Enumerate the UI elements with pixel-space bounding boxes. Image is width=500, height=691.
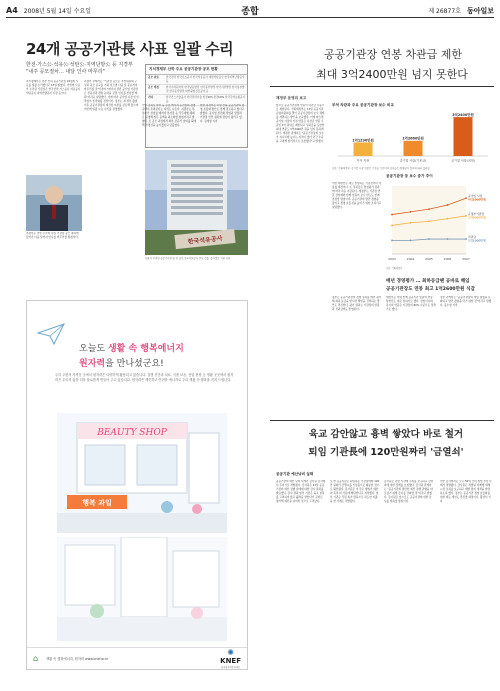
ad-body-text: 우리 주변의 가까운 곳에서 원자력은 다양하게 활용되고 있습니다. 질병 진단과 치료, 식품 보존, 산업 현장 등 생활 곳곳에서 원자력은 우리의 삶을 더욱 풍요롭게 만들어 주고 있습니다. 원자력은 깨끗하고 안전한 에너지로 우리 생활 속 행복을 지켜 드립니다. — [55, 373, 234, 382]
publication-date: 2008년 5월 14일 수요일 — [23, 8, 91, 15]
beauty-shop-illustration — [57, 413, 227, 533]
atom-icon: ✺ — [227, 647, 234, 657]
chart2-series-name: 차관급 — [468, 235, 477, 240]
ad-headline-2 — [79, 356, 164, 369]
article3-column-3: 감사원은 관련 기관에 주의를 요구하고 관련자에 대한 징계를 요청했다. 감사원 관계자는 "공공기관의 방만한 예산 집행 관행을 바로잡기 위해 감사를 강화할 것"이라고 밝혔다. 감사원은 앞으로도 공공기관에 대한 감사를 계속할 방침이다. — [384, 480, 434, 503]
chart2-point — [391, 240, 393, 242]
table-row — [146, 75, 247, 85]
issue-number: 제 26877호 — [428, 8, 461, 15]
article2-byline: 재정부 운영위 보고 — [276, 96, 307, 100]
article2-column-5: 정부 관계자는 "공공기관장의 책임 경영을 강화하고 방만 경영을 막기 위한 것"이라고 말했다. 홍수영 기자 — [440, 296, 492, 307]
table-row-label: 공모 예정 — [148, 86, 159, 90]
chart1-bar — [404, 141, 423, 156]
chart2-value-label: 4억1000만원 — [468, 197, 486, 202]
chart2-point — [447, 218, 449, 220]
chart1-bar — [454, 117, 473, 156]
street-illustration — [57, 537, 227, 641]
chart1-bar — [354, 142, 373, 156]
chart2-title: 공공기관장 등 보수 증가 추이 — [386, 174, 433, 178]
ad-headline-2-post: 을 만나셨군요! — [105, 359, 164, 369]
article3-column-2: 또 한 공공기관은 퇴임하는 기관장에게 120만 원짜리 금열쇠를 기념품으로 제공한 것으로 확인됐다. 감사원은 이 같은 행위가 예산의 목적 외 사용에 해당한다고 지적했다. 일부 기관은 직원 복지 명목으로 과도한 지출을 한 사례도 적발됐다. — [330, 480, 380, 503]
chart2-point — [465, 197, 467, 199]
chart2-point — [410, 222, 412, 224]
table-row-label: 공모 완료 — [148, 76, 159, 79]
article3-headline-2: 퇴임 기관長에 120만원짜리 '금열쇠' — [308, 447, 464, 458]
chart2-point — [428, 238, 430, 240]
table-row-value: 한국수력원자력 한국남동발전 한국중부발전 한국서부발전 한국남부발전 한국동서발전 대한광업진흥공사 등 — [166, 86, 245, 93]
article1-photo-caption: 사표가 수리된 공공기관장 중 한 곳인 한국석유공사 본사 건물. 동아일보 자료 사진 — [145, 257, 231, 260]
article2-divider — [270, 86, 494, 87]
chart1-category-label: 공기업 사장(기본급) — [399, 158, 427, 163]
masthead — [6, 4, 494, 18]
table-row-label: 기타 — [148, 96, 154, 100]
article2-subhead-2: 공공기관장도 연봉 최고 1억2600만원 식감 — [386, 287, 475, 292]
article2-column-3: 정부는 공공기관장의 경영 성과를 매년 평가해 최하 등급을 받으면 해임을 건의하는 방안도 추진한다. 평가 결과는 기관장의 연봉과 성과급에도 반영된다. — [332, 296, 382, 311]
article2-headline-1: 공공기관장 연봉 차관급 제한 — [323, 48, 462, 61]
chart1-value-label: 3억2400만원 — [452, 112, 474, 117]
article1-column-2: 지경부 관계자는 "기관장 공모는 추천위원회 구성과 공모 공고를 거쳐 이르면 다음 달 중순까지 마무리될 것"이라며 "에너지 관련 공기업 기관장은 전문성과 경영 능력을 갖춘 인사를 선임할 계획"이라고 설명했다. 이에 따라 공기업 사장 인선 작업이 본격화될 전망이다. 정부는 새 정부 출범 이후 공공기관장의 재신임 여부를 검토해 왔으며 이번에 일괄 사표 수리를 결정했다. — [84, 80, 139, 111]
ad-headline-1-pre: 오늘도 — [79, 344, 108, 354]
house-icon: ⌂ — [33, 654, 39, 663]
nuclear-energy-advertisement — [26, 300, 248, 670]
ad-headline-1 — [79, 341, 184, 354]
article1-photo-portrait — [26, 175, 82, 231]
chart1-source-note: 자료: 기획재정부. 공기업 사장 연봉은 기본급 기준이며 성과급은 경영평가 결과에 따라 달라짐 — [332, 167, 430, 170]
chart2-x-tick-label: 2007 — [462, 257, 470, 261]
article3-byline: 공공기관 예산낭비 실태 — [276, 472, 314, 476]
article2-subhead-1: 매년 경영평가 … 최하등급땐 공바로 해임 — [386, 279, 470, 284]
chart2-x-tick-label: 2006 — [443, 257, 452, 261]
article1-column-3: 이번 조치로 한전 등 주요 에너지 공기업의 경영 공백이 우려된다는 지적도 나온다. 지경부는 후임자가 선임될 때까지 부사장 등 직무대행 체제로 운영해 업무 공백을 최소화할 방침이라고 밝혔다. 또 공모 과정에서 외부 전문가 참여를 확대해 투명성을 높이겠다고 덧붙였다. — [142, 104, 197, 127]
salary-comparison-bar-chart — [332, 108, 494, 164]
chart2-point — [410, 211, 412, 213]
chart2-x-tick-label: 2003 — [388, 257, 396, 261]
chart1-title: 부처 차관과 주요 공공기관장 보수 비교 — [332, 103, 394, 107]
article2-column-2: 이번 개편안은 새로 선임되는 기관장부터 적용될 예정이다. 또 성과급은 경영평가 결과에 따라 차등 지급된다. 재정부는 기관장 연봉 상한제와 함께 임원의 보수 한도도 함께 조정할 방침이다. 공공기관의 방만 경영을 줄이고 경영 효율성을 높이기 위한 조치라고 설명했다. — [332, 182, 382, 209]
ad-headline-2-emphasis: 원자력 — [79, 359, 106, 369]
article2-column-1: 앞으로 공공기관장의 연봉이 차관급 수준으로 제한된다. 기획재정부는 13일 공공기관운영위원회를 열어 공공기관장의 보수 체계를 개편하는 방안을 보고했다. 이에 따르면 공기업 사장의 기본 연봉은 차관급 연봉 수준인 1억 원대로 제한되고 성과급을 포함한 최대 연봉도 3억2400만 원을 넘지 못하게 된다. 재정부 관계자는 "공공기관장의 보수가 지나치게 높다는 지적이 많아 민간 수준을 고려해 합리적으로 조정했다"고 말했다. — [276, 104, 325, 143]
fruit-shop-sign: 행복 과일 — [82, 499, 112, 507]
salary-trend-line-chart — [386, 180, 494, 264]
article1-headline: 24개 공공기관長 사표 일괄 수리 — [26, 40, 234, 58]
chart2-series-name: 준정부기관장 — [468, 211, 485, 216]
chart2-point — [428, 220, 430, 222]
ad-headline-1-emphasis: 생활 속 행복에너지 — [107, 344, 184, 354]
article3-divider — [270, 420, 494, 421]
knef-logo-name: KNEF — [220, 656, 241, 665]
chart2-value-label: 2억8000만원 — [468, 215, 486, 220]
chart1-value-label: 1억2660만원 — [402, 136, 424, 141]
chart2-point — [391, 225, 393, 227]
chart2-point — [428, 208, 430, 210]
article2-column-4: 재정부는 이와 함께 공공기관 임원의 연봉 상한선도 새로 정하기로 했다. 상임이사와 감사의 연봉은 기관장의 80% 수준으로 맞추기로 했다. — [386, 296, 436, 311]
article1-column-4: 한편 지경부는 이날 산하 공공기관의 경영 효율화 방안도 함께 검토하고 있다고 밝혔다. 공기업 선진화 작업과 맞물려 기관장 인선 결과에 관심이 쏠리고 있다. 김재영 기자 — [200, 104, 245, 123]
article1-column-1: 지식경제부는 본부 산하 공공기관장 24명의 사표를 일괄 수리했다고 13일 밝혔다. 이번에 사표가 수리된 기관장은 한국전력 가스공사 석유공사 석탄공사 지역난방공사 사장 등이다. — [26, 80, 81, 95]
chart2-series-name: 공기업 사장 — [468, 194, 483, 199]
table-row-value: 한국가스기술공사 한국전력기술 한전KPS 한전KDN 한국무역보험공사 등 — [166, 96, 245, 103]
ad-footer — [27, 647, 247, 669]
knef-logo — [220, 649, 241, 669]
chart2-x-tick-label: 2004 — [406, 257, 415, 261]
agency-status-table-title: 지식경제부 산하 주요 공공기관장 공모 현황 — [146, 65, 247, 75]
paper-plane-icon — [37, 323, 65, 345]
chart2-plot-area — [392, 186, 466, 254]
building-sign-text: 한국석유공사 — [187, 235, 223, 246]
page-number: A4 — [6, 6, 18, 15]
chart1-category-label: 부처 차관 — [356, 158, 370, 163]
section-title: 종합 — [241, 7, 259, 17]
article3-column-1: 공공기관의 예산 낭비 사례가 감사원 감사에서 무더기로 적발됐다. 감사원은 13일 공공기관의 예산 집행 실태에 대한 감사 결과를 발표했다. 감사 결과 일부 기관은 육교 설치를 고려하지 않고 흉벽을 쌓았다가 곧바로 철거해 예산을 낭비한 것으로 드러났다. — [276, 480, 326, 503]
article1-column-1b: 지경부는 이번 주부터 후임 기관장 공모 절차에 들어가 다음 달까지 인사를 마무리할 방침이다. — [26, 232, 79, 239]
chart2-value-label: 1억1000만원 — [468, 238, 486, 243]
chart2-point — [447, 238, 449, 240]
article1-subhead: 한전·가스公·석유公·석탄公·지역난방公 등 지경부 "내주 공모절차… 내달 인사 마무리" — [26, 62, 133, 75]
chart2-point — [465, 215, 467, 217]
chart2-point — [410, 240, 412, 242]
chart2-point — [391, 214, 393, 216]
knef-logo-subtitle: 한국원자력문화재단 — [221, 665, 241, 669]
article3-headline-1: 육교 감안않고 흉벽 쌓았다 바로 철거 — [308, 429, 464, 440]
article2-headline-2: 최대 3억2400만원 넘지 못한다 — [316, 68, 468, 81]
chart1-category-label: 공기업 사장(최대) — [451, 158, 475, 163]
table-row-value: 한국전력 한국가스공사 한국석유공사 대한석탄공사 한국지역난방공사 등 — [166, 76, 245, 83]
chart2-x-tick-label: 2005 — [425, 257, 433, 261]
table-row — [146, 85, 247, 95]
chart1-value-label: 1억1290만원 — [352, 138, 374, 143]
beauty-shop-sign: BEAUTY SHOP — [97, 428, 167, 438]
chart2-point — [447, 204, 449, 206]
chart2-source-note: 자료: 기획재정부 — [386, 267, 403, 270]
chart2-point — [465, 238, 467, 240]
newspaper-name: 동아일보 — [466, 6, 494, 15]
ad-footer-text: 생활 속 행복에너지, 원자력 www.knef.or.kr — [46, 657, 109, 661]
article3-column-4: 이번 감사에서는 모두 50여 건의 위법 부당 사례가 적발됐다. 감사원은 적발된 사례에 대해 시정 조치를 요구하고 재발 방지 대책을 마련하도록 했다. 정부는 공공기관 경영 효율화를 위한 제도 개선도 추진할 예정이다. 황장석 기자 — [440, 480, 492, 503]
